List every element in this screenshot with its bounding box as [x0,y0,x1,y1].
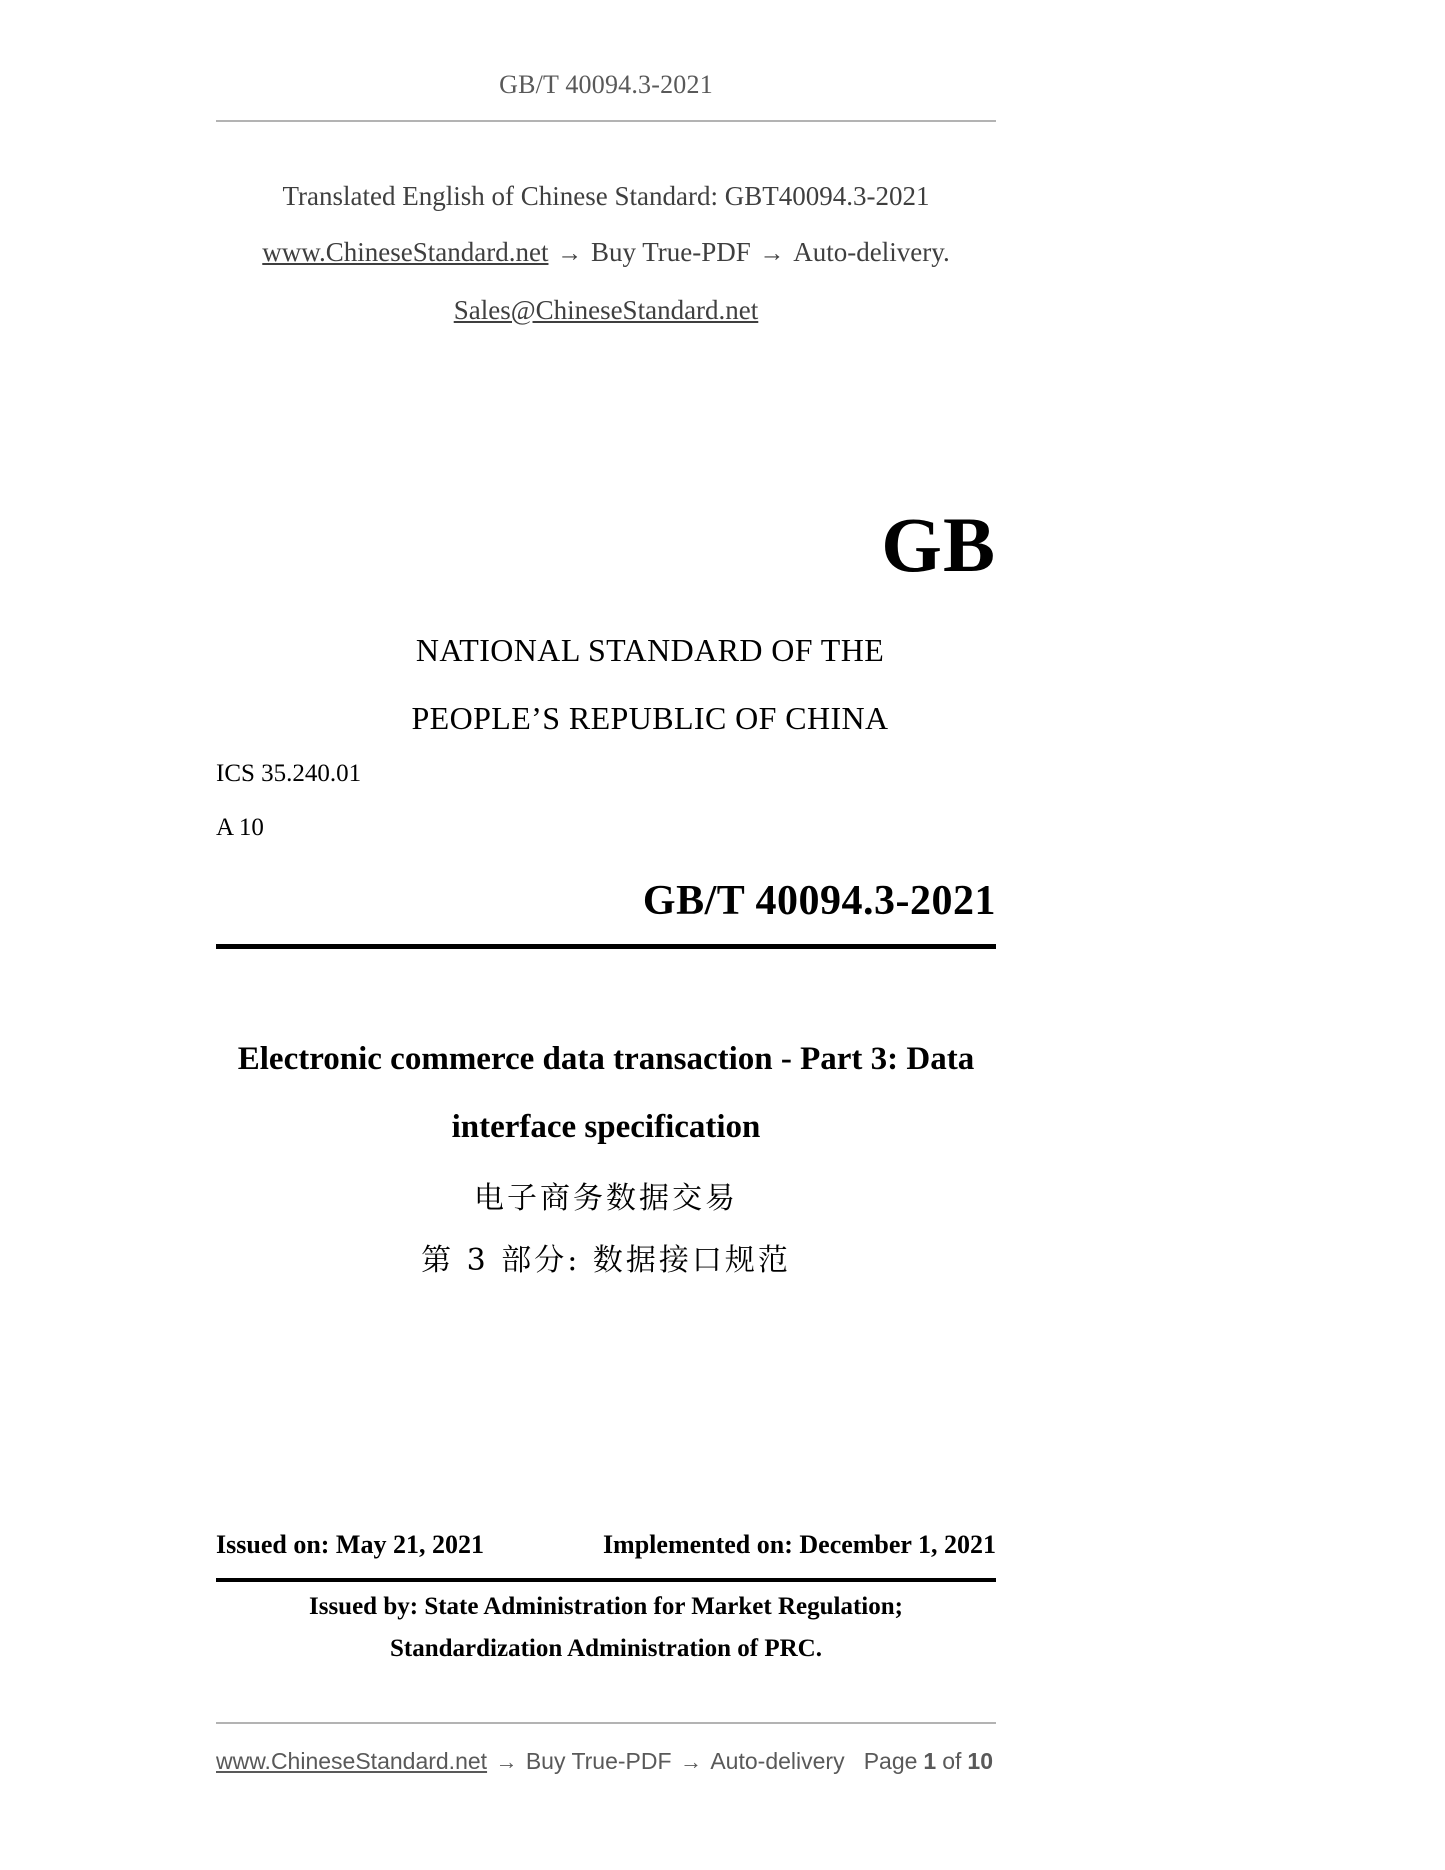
document-title-en-line-2: interface specification [451,1109,761,1145]
document-title-cn-line-2: 第 3 部分: 数据接口规范 [421,1243,791,1278]
issuer-line-2: Standardization Administration of PRC. [390,1635,822,1662]
national-standard-line-2: PEOPLE’S REPUBLIC OF CHINA [411,700,889,736]
dates-row [216,1530,996,1560]
standard-number: GB/T 40094.3-2021 [642,878,996,924]
footer-divider [216,1722,996,1724]
arrow-right-icon: → [557,240,583,267]
running-header: GB/T 40094.3-2021 [499,70,713,99]
document-title-cn [216,1168,996,1292]
promo-purchase-line [216,228,996,278]
arrow-right-icon-3: → [495,1749,518,1774]
promo-translated-line: Translated English of Chinese Standard: GBT40094.3-2021 [282,181,930,211]
promo-block [216,172,996,334]
promo-email-line [216,286,996,334]
gb-logo: GB [881,501,996,588]
ics-code: ICS 35.240.01 [216,760,362,787]
promo-space-2 [584,237,591,267]
document-title-en [216,1025,996,1161]
footer-space-3 [672,1748,678,1774]
page-current-number: 1 [923,1748,937,1774]
national-standard-line-1: NATIONAL STANDARD OF THE [415,632,885,668]
footer-delivery-label: Auto-delivery [710,1748,845,1774]
footer-website-link[interactable]: www.ChineseStandard.net [216,1748,488,1774]
page-indicator [861,1748,996,1775]
promo-buy-label: Buy True-PDF [590,237,751,267]
promo-space-3 [751,237,758,267]
classification-code: A 10 [216,814,264,841]
page-footer [216,1748,996,1775]
page-total-number: 10 [967,1748,993,1774]
promo-email-link[interactable]: Sales@ChineseStandard.net [453,295,759,325]
page-word-label: Page [863,1748,918,1774]
implemented-date: Implemented on: December 1, 2021 [602,1530,996,1559]
arrow-right-icon-4: → [679,1749,702,1774]
issued-date: Issued on: May 21, 2021 [216,1530,484,1559]
header-divider [216,120,996,122]
issuer-block [216,1586,996,1670]
footer-buy-label: Buy True-PDF [525,1748,672,1774]
document-title-en-line-1: Electronic commerce data transaction - Part 3: Data [237,1041,975,1077]
footer-promo [216,1748,845,1775]
promo-delivery-label: Auto-delivery. [793,237,950,267]
issuer-line-1: Issued by: State Administration for Market Regulation; [309,1593,903,1620]
document-title-cn-line-1: 电子商务数据交易 [474,1181,738,1216]
arrow-right-icon-2: → [759,240,785,267]
page-of-label: of [942,1748,962,1774]
promo-website-link[interactable]: www.ChineseStandard.net [262,237,549,267]
standard-number-rule [216,944,996,949]
dates-divider [216,1578,996,1582]
